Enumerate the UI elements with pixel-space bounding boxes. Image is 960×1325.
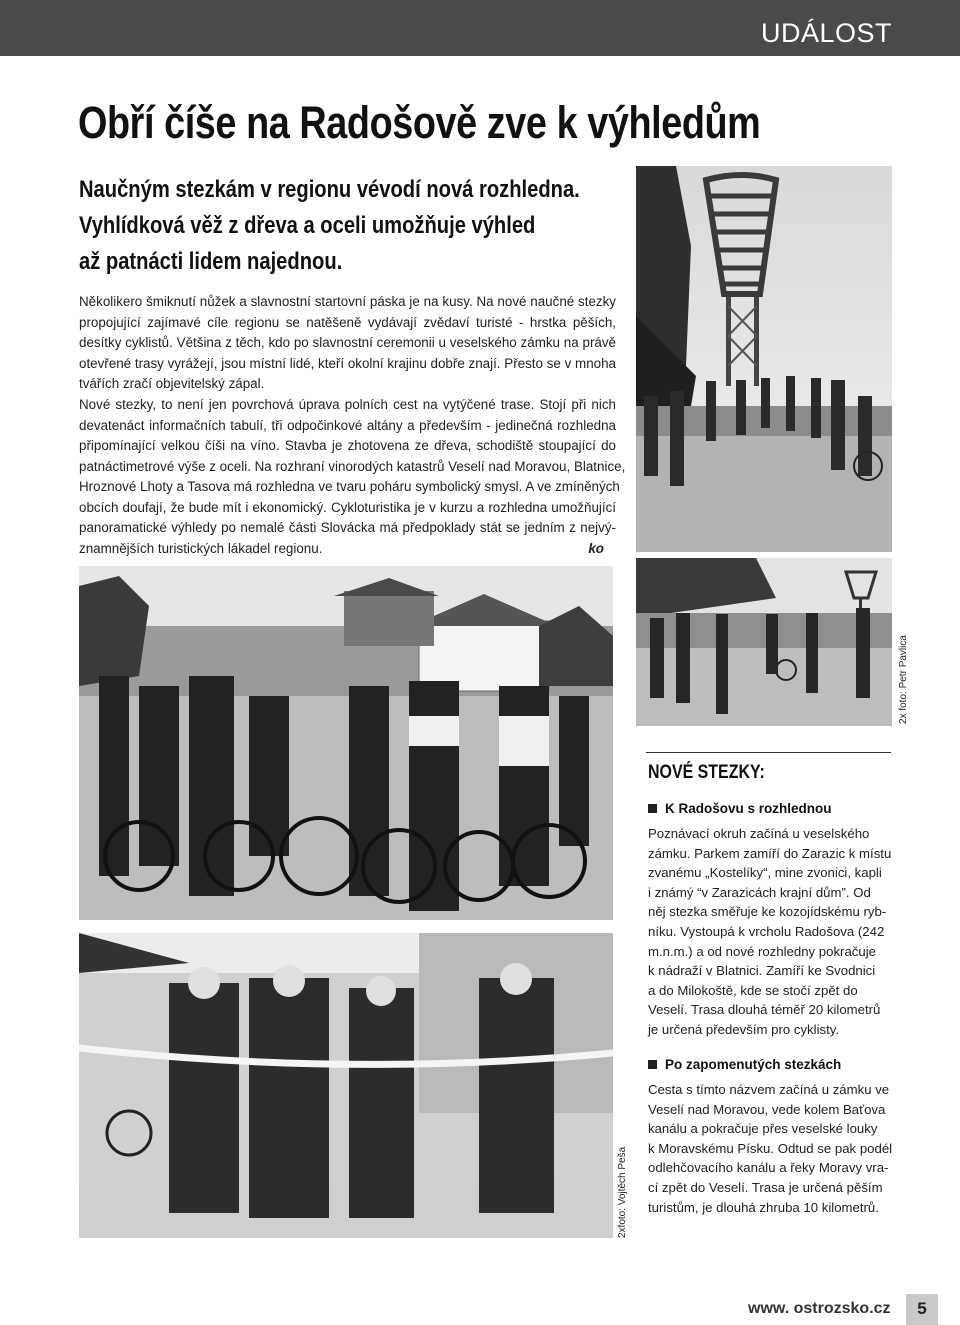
footer-url[interactable]: www. ostrozsko.cz (748, 1300, 891, 1317)
text-line: Poznávací okruh začíná u veselského (648, 826, 870, 841)
text-line: cí zpět do Veselí. Trasa je určená pěším (648, 1179, 883, 1195)
text-line: znamnějších turistických lákadel regionu. (79, 540, 323, 556)
text-line: patnáctimetrové výše z oceli. Na rozhraní vinorodých katastrů Veselí nad Moravou, Blatnice, (79, 458, 626, 474)
text-line: zvanému „Kostelíky“, mine zvonici, kapli (648, 865, 882, 881)
text-line: odlehčovacího kanálu a řeky Moravy vra- (648, 1160, 889, 1176)
page-number: 5 (917, 1299, 927, 1318)
text-line: kanálu a pokračuje přes veselské louky (648, 1121, 878, 1137)
text-line: otevřené trasy vyrážejí, jsou místní lidé, kteří okolní krajinu dobře znají. Přesto se v mnoha (79, 355, 616, 371)
section-label: UDÁLOST (760, 18, 892, 48)
square-bullet-icon (648, 804, 657, 813)
text-line: turistům, je dlouhá zhruba 10 kilometrů. (648, 1199, 879, 1215)
text-line: a do Milokoště, kde se stočí zpět do (648, 982, 858, 998)
article-paragraph-1 (79, 292, 616, 395)
route1-title: K Radošovu s rozhlednou (665, 801, 832, 816)
article-headline: Obří číše na Radošově zve k výhledům (78, 97, 761, 148)
square-bullet-icon (648, 1060, 657, 1069)
photo-cyclists-road (636, 558, 892, 726)
article-lead (79, 172, 617, 280)
text-line: Cesta s tímto názvem začíná u zámku ve (648, 1082, 890, 1097)
author-signature: ko (588, 540, 604, 556)
text-line-last (79, 539, 616, 560)
header-bar (0, 0, 960, 56)
text-line: zámku. Parkem zamíří do Zarazic k místu (648, 845, 892, 861)
text-line: Veselí nad Moravou, vede kolem Baťova (648, 1101, 886, 1117)
text-line: připomínající velkou číši na víno. Stavba je zhotovena ze dřeva, schodiště stoupající do (79, 438, 616, 453)
photo-cyclists-group (79, 566, 613, 920)
text-line: desítky cyklistů. Většina z těch, kdo po slavnostní ceremonii u veselského zámku na právě (79, 335, 616, 350)
lead-line: Vyhlídková věž z dřeva a oceli umožňuje výhled (79, 212, 536, 239)
lead-line: až patnácti lidem najednou. (79, 248, 343, 275)
route1-heading (648, 801, 832, 816)
photo-ribbon-cutting (79, 933, 613, 1238)
article-paragraph-2 (79, 395, 626, 559)
sidebar-rule (646, 752, 891, 753)
route2-heading (648, 1057, 841, 1072)
text-line: něj stezka směřuje ke kozojídskému ryb- (648, 904, 887, 920)
route1-description (648, 824, 892, 1040)
text-line: k nádraží v Blatnici. Zamíří ke Svodnici (648, 963, 876, 979)
text-line: propojující zajímavé cíle regionu se natěšeně vydávají zvědaví turisté - hrstka pěších, (79, 314, 616, 330)
photo-credit-left: 2xfoto: Vojtěch Peša (617, 1146, 628, 1238)
text-line: Veselí. Trasa dlouhá téměř 20 kilometrů (648, 1002, 881, 1018)
text-line: Hroznové Lhoty a Tasova má rozhledna ve tvaru poháru symbolický smysl. A ve zmíněných (79, 479, 620, 494)
page-number-box (906, 1294, 938, 1325)
text-line: Nové stezky, to není jen povrchová úprava polních cest na vytýčené trase. Stojí při nich (79, 397, 616, 412)
lead-line: Naučným stezkám v regionu vévodí nová rozhledna. (79, 176, 580, 203)
sidebar-title: NOVÉ STEZKY: (648, 762, 765, 783)
text-line: tvářích zračí objevitelský zápal. (79, 376, 265, 391)
text-line: i známý “v Zarazicách krajní dům”. Od (648, 884, 871, 900)
photo-lookout-tower (636, 166, 892, 552)
text-line: devatenáct informačních tabulí, tři odpočinkové altány a především - jedinečná rozhledna (79, 417, 616, 433)
text-line: Několikero šmiknutí nůžek a slavnostní startovní páska je na kusy. Na nové naučné stezky (79, 294, 616, 309)
route2-title: Po zapomenutých stezkách (665, 1057, 842, 1072)
photo-credit-right: 2x foto: Petr Pavlica (898, 635, 909, 724)
text-line: obcích doufají, že bude mít i ekonomický. Cykloturistika je v kurzu a rozhledna umožňující (79, 499, 616, 515)
text-line: panoramatické výhledy po nemalé části Slovácka má předpoklady stát se jedním z nejvý- (79, 520, 616, 535)
route2-description (648, 1080, 893, 1217)
text-line: m.n.m.) a od nové rozhledny pokračuje (648, 943, 876, 959)
text-line: k Moravskému Písku. Odtud se pak podél (648, 1140, 893, 1156)
text-line: níku. Vystoupá k vrcholu Radošova (242 (648, 923, 885, 939)
text-line: je určená především pro cyklisty. (648, 1021, 840, 1037)
